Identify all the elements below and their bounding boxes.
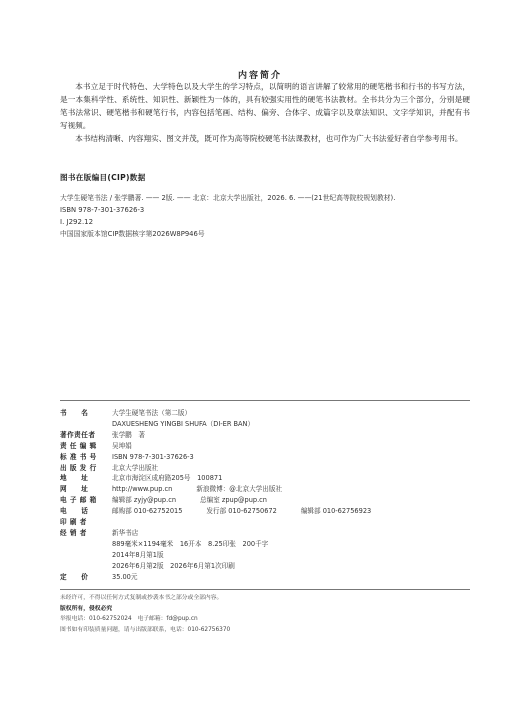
info-value-part: 编辑部 zyjy@pup.cn [112,496,177,505]
info-value [112,484,470,495]
info-value [112,528,470,539]
cip-classification: Ⅰ. J292.12 [60,218,94,226]
info-label: 书 名 [60,409,89,417]
info-row [60,572,470,583]
info-value-part: 新华书店 [112,528,139,537]
cip-isbn: ISBN 978-7-301-37626-3 [60,206,145,214]
info-label: 电 子 邮 箱 [60,496,97,505]
info-row [60,517,470,528]
info-row [60,441,470,452]
info-row [60,473,470,484]
quality-contact: 图书如有印装质量问题，请与出版部联系，电话：010-62756370 [60,626,231,633]
info-value [112,506,470,517]
info-row [60,506,470,517]
report-contact: 举报电话：010-62752024 电子邮箱：fd@pup.cn [60,616,198,623]
info-label: 经 销 者 [60,528,87,537]
info-value-part: 889毫米×1194毫米 16开本 8.25印张 200千字 [112,539,269,548]
info-row [60,452,470,463]
info-value-part: 总编室 zpup@pup.cn [200,496,267,505]
info-row [60,539,470,550]
info-label: 地 址 [60,474,89,483]
info-label: 著作责任者 [60,430,96,439]
info-value-part: 发行部 010-62750672 [206,507,277,516]
info-value [112,408,470,419]
info-value-part: 35.00元 [112,572,138,581]
info-value-part: 大学生硬笔书法（第二版） [112,409,192,417]
info-value [112,561,470,572]
info-value [112,572,470,583]
info-value [112,430,470,441]
cip-record-number: 中国国家版本馆CIP数据核字第2026W8P946号 [60,230,205,238]
info-row [60,430,470,441]
cip-citation: 大学生硬笔书法 / 张学鹏著. —— 2版. —— 北京：北京大学出版社，2026. 6. ——(21世纪高等院校规划教材). [60,194,396,202]
intro-title: 内容简介 [237,71,282,81]
info-value [112,419,470,430]
intro-body [60,80,470,145]
top-divider [60,400,470,401]
info-label: 责 任 编 辑 [60,441,97,450]
cip-heading: 图书在版编目(CIP)数据 [60,173,146,182]
info-row [60,484,470,495]
reproduction-notice: 未经许可，不得以任何方式复制或抄袭本书之部分或全部内容。 [60,595,223,601]
info-value [112,550,470,561]
intro-paragraph: 本书结构清晰、内容翔实、图文并茂，既可作为高等院校硬笔书法课教材，也可作为广大书法爱好者自学参考用书。 [75,134,463,143]
intro-paragraph: 本书立足于时代特色、大学特色以及大学生的学习特点，以简明的语言讲解了较常用的硬笔楷书和行书的书写方法，是一本集科学性、系统性、知识性、新颖性为一体的，具有较强实用性的硬笔书法教材。全书共分为三个部分，分别是硬笔书法常识、硬笔楷书和硬笔行书，内容包括笔画、结构、偏旁、合体字、成篇字以及章法知识、文字学知识，并配有书写视频。 [60,82,470,130]
cip-block [60,192,478,240]
bottom-divider [60,589,470,590]
info-label: 印 刷 者 [60,518,87,527]
info-row [60,561,470,572]
rights-notice: 版权所有，侵权必究 [60,605,113,612]
info-value [112,473,470,484]
copyright-footer [60,593,470,635]
info-value [112,452,470,463]
info-row [60,463,470,474]
info-value-part: http://www.pup.cn [112,485,173,494]
info-value [112,463,470,474]
info-value-part: 编辑部 010-62756923 [300,507,372,516]
info-label: 标 准 书 号 [60,452,97,461]
info-row [60,550,470,561]
info-row [60,495,470,506]
info-value-part: 张学鹏 著 [112,430,145,439]
info-value-part: 北京市海淀区成府路205号 100871 [112,474,223,483]
info-label: 电 话 [60,507,89,516]
publication-info [60,408,470,583]
info-value-part: 新浪微博：@北京大学出版社 [196,485,283,494]
info-row [60,408,470,419]
info-row [60,528,470,539]
info-value-part: 邮购部 010-62752015 [112,507,183,516]
info-value-part: ISBN 978-7-301-37626-3 [112,452,194,461]
info-label: 网 址 [60,485,89,494]
info-value-part: DAXUESHENG YINGBI SHUFA（DI-ER BAN） [112,419,255,428]
info-value-part: 吴坤娟 [112,441,132,450]
info-value-part: 2026年6月第2版 2026年6月第1次印刷 [112,561,235,570]
info-value [112,495,470,506]
info-label: 定 价 [60,572,89,581]
info-label: 出 版 发 行 [60,463,97,472]
info-value-part: 北京大学出版社 [112,463,159,472]
info-row [60,419,470,430]
info-value [112,441,470,452]
info-value [112,539,470,550]
info-value-part: 2014年8月第1版 [112,550,164,559]
